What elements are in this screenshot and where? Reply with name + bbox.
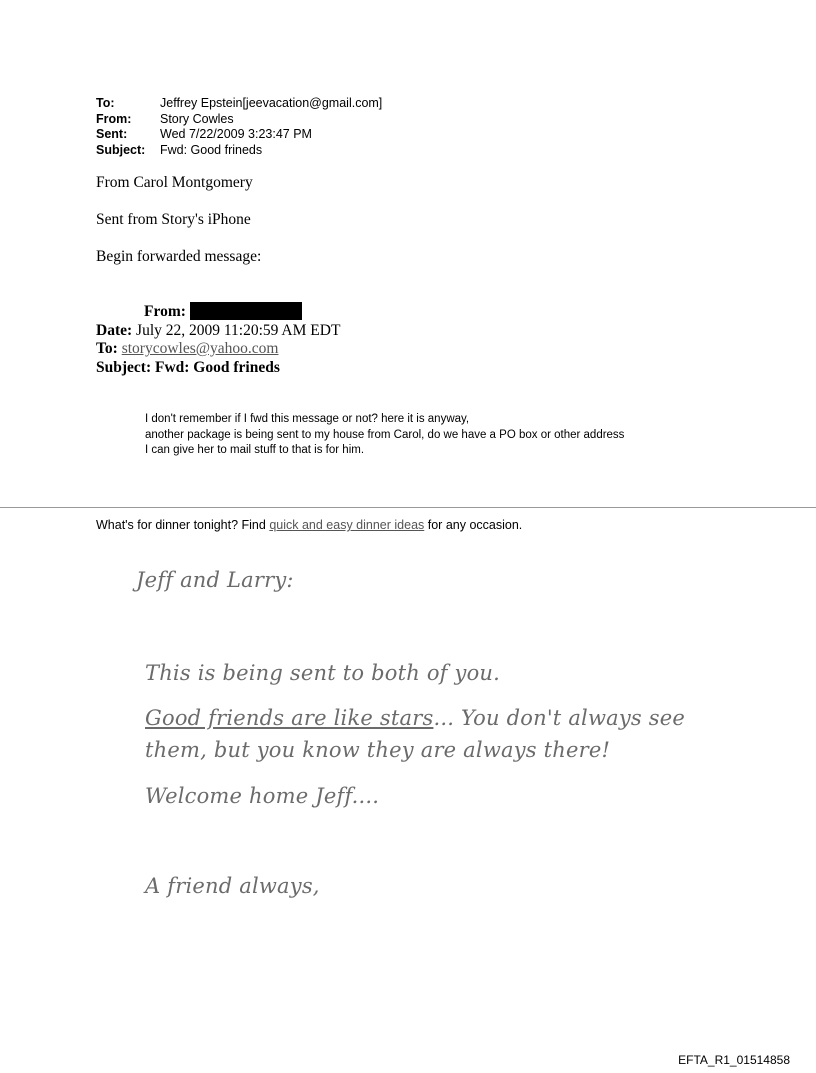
fwd-to-email-link[interactable]: storycowles@yahoo.com — [121, 340, 279, 357]
header-from-row — [96, 112, 382, 128]
redaction-bar — [190, 302, 302, 320]
letter-line: Welcome home Jeff.... — [145, 784, 380, 808]
ad-line — [96, 518, 522, 532]
letter-greeting: Jeff and Larry: — [136, 568, 294, 592]
from-label: From: — [96, 111, 132, 126]
fwd-subject-row — [96, 359, 340, 378]
subject-value: Fwd: Good frineds — [160, 142, 263, 157]
fwd-date-label: Date: — [96, 321, 133, 339]
message-line: another package is being sent to my house from Carol, do we have a PO box or other address — [145, 428, 625, 441]
fwd-subject-label: Subject: — [96, 358, 152, 376]
to-label: To: — [96, 96, 115, 110]
letter-line: them, but you know they are always there! — [145, 738, 611, 762]
sent-label: Sent: — [96, 127, 128, 141]
intro-from-line: From Carol Montgomery — [96, 174, 253, 191]
email-header — [96, 96, 382, 158]
fwd-to-row — [96, 340, 340, 359]
fwd-subject-value: Fwd: Good frineds — [154, 358, 280, 376]
good-friends-link[interactable]: Good friends are like stars — [145, 706, 434, 730]
forwarded-header — [96, 302, 340, 377]
letter-closing: A friend always, — [145, 874, 320, 898]
message-body — [145, 412, 624, 459]
subject-label: Subject: — [96, 142, 146, 157]
intro-sent-from-line: Sent from Story's iPhone — [96, 211, 251, 228]
letter-line-rest: ... You don't always see — [433, 706, 685, 730]
fwd-to-label: To: — [96, 340, 118, 357]
message-line: I don't remember if I fwd this message or not? here it is anyway, — [145, 413, 470, 425]
from-value: Story Cowles — [160, 111, 234, 126]
header-to-row — [96, 96, 382, 112]
divider — [0, 507, 816, 508]
header-subject-row — [96, 143, 382, 159]
fwd-from-row — [96, 302, 340, 322]
letter-line — [145, 706, 685, 730]
to-value: Jeffrey Epstein[jeevacation@gmail.com] — [160, 96, 383, 110]
fwd-from-label: From: — [144, 303, 186, 320]
header-sent-row — [96, 127, 382, 143]
sent-value: Wed 7/22/2009 3:23:47 PM — [160, 127, 312, 141]
letter-line: This is being sent to both of you. — [145, 661, 501, 685]
message-line: I can give her to mail stuff to that is for him. — [145, 444, 365, 456]
intro-forwarded-line: Begin forwarded message: — [96, 248, 262, 265]
ad-prefix: What's for dinner tonight? Find — [96, 518, 270, 532]
dinner-ideas-link[interactable]: quick and easy dinner ideas — [269, 518, 425, 532]
fwd-date-row — [96, 322, 340, 341]
ad-suffix: for any occasion. — [424, 518, 523, 532]
document-id: EFTA_R1_01514858 — [678, 1053, 790, 1067]
fwd-date-value: July 22, 2009 11:20:59 AM EDT — [136, 321, 341, 339]
